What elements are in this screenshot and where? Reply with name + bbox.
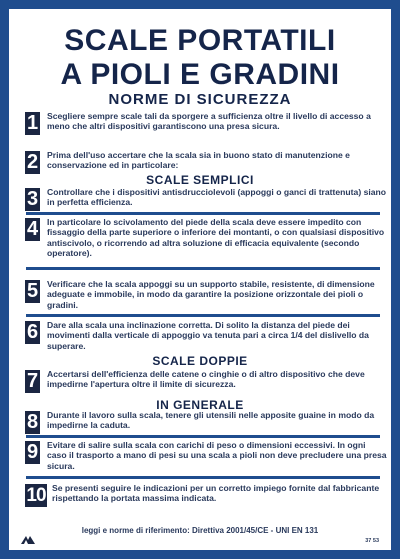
rule-text: Evitare di salire sulla scala con carichi di peso o dimensioni eccessivi. In ogni caso il trasporto a mano di pesi su una scala a pioli non deve precludere una presa sicura.: [47, 440, 387, 471]
rule-text: Controllare che i dispositivi antisdrucciolevoli (appoggi o ganci di trattenuta) siano in perfetta efficienza.: [47, 187, 387, 208]
rule-text: Se presenti seguire le indicazioni per un corretto impiego fornite dal fabbricante rispettando la portata massima indicata.: [52, 483, 380, 504]
divider: [26, 212, 380, 215]
divider: [26, 267, 380, 270]
rule-text: Verificare che la scala appoggi su un supporto stabile, resistente, di dimensione adeguate e immobile, in modo da garantire la posizione orizzontale dei pioli o gradini.: [47, 279, 375, 310]
rule-number: 3: [26, 188, 39, 210]
rule-text: Durante il lavoro sulla scala, tenere gli utensili nelle apposite guaine in modo da impedirne la caduta.: [47, 410, 375, 431]
rule-number: 1: [26, 112, 39, 134]
divider: [26, 476, 380, 479]
subtitle: NORME DI SICUREZZA: [108, 91, 292, 108]
rule-number: 2: [26, 151, 39, 173]
rule-text: Dare alla scala una inclinazione corretta. Di solito la distanza del piede dei movimenti dalla verticale di appoggio va tenuta pari a circa 1/4 del dislivello da superare.: [47, 320, 369, 351]
product-code: 37 53: [365, 538, 379, 544]
rule-number: 7: [26, 370, 39, 392]
rule-number: 4: [26, 218, 39, 240]
rule-text: Accertarsi dell'efficienza delle catene o cinghie o di altro dispositivo che deve impedirne l'apertura oltre il limite di sicurezza.: [47, 369, 365, 390]
divider: [26, 435, 380, 438]
sign-panel: [9, 9, 391, 550]
section-heading-doppie: SCALE DOPPIE: [152, 354, 248, 368]
rule-text: Prima dell'uso accertare che la scala sia in buono stato di manutenzione e conservazione ed in particolare:: [47, 150, 350, 171]
section-heading-semplici: SCALE SEMPLICI: [146, 173, 254, 187]
title-line-1: SCALE PORTATILI: [64, 24, 336, 57]
rule-number: 5: [26, 280, 39, 302]
title-line-2: A PIOLI E GRADINI: [60, 58, 340, 91]
rule-number: 8: [26, 411, 39, 433]
rule-number: 6: [26, 321, 39, 343]
rule-number: 9: [26, 441, 39, 463]
rule-number: 10: [26, 485, 46, 506]
manufacturer-logo-icon: [21, 536, 35, 544]
reference-note: leggi e norme di riferimento: Direttiva 2001/45/CE - UNI EN 131: [81, 526, 319, 535]
rule-text: Scegliere sempre scale tali da sporgere a sufficienza oltre il livello di accesso a meno che altri dispositivi garantiscono una presa sicura.: [47, 111, 371, 132]
divider: [26, 314, 380, 317]
rule-text: In particolare lo scivolamento del piede della scala deve essere impedito con fissaggio della parte superiore o inferiore dei montanti, o con qualsiasi dispositivo antiscivolo, o ricorrendo ad altra soluzione di efficacia equivalente (secondo operatore).: [47, 217, 385, 259]
section-heading-generale: IN GENERALE: [156, 398, 244, 412]
